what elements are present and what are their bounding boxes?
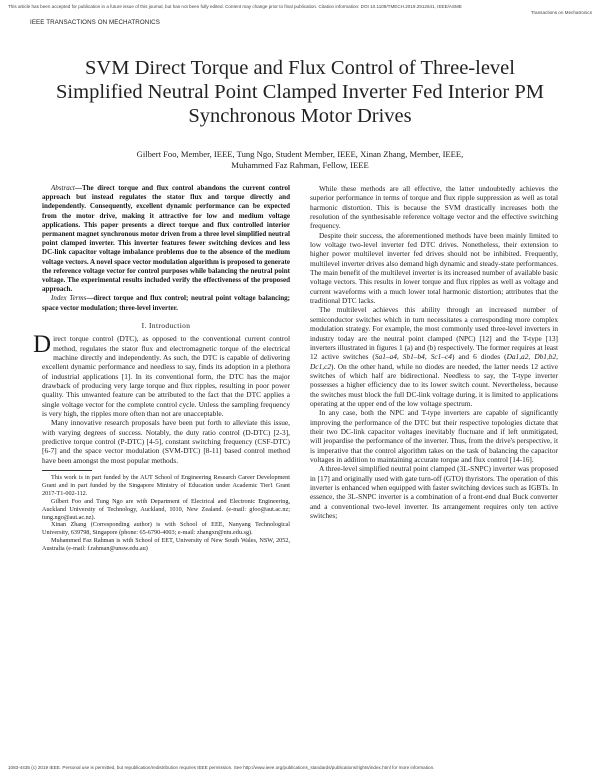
journal-name: IEEE TRANSACTIONS ON MECHATRONICS xyxy=(30,19,160,26)
diode-symbols: Da1,a2, Db1,b2, Dc1,c2 xyxy=(310,352,558,371)
right-column xyxy=(310,184,558,520)
footnote-divider xyxy=(42,470,92,471)
intro-paragraph-1 xyxy=(33,331,290,418)
index-terms-text: —direct torque and flux control; neutral point voltage balancing; space vector modulation; three-level inverter. xyxy=(42,294,290,312)
body-paragraph-5: A three-level simplified neutral point clamped (3L-SNPC) inverter was proposed in [17] and originally used with gate turn-off (GTO) thyristors. The operation of this inverter is enhanced when equipped with faster switching devices such as IGBTs. In essence, the 3L-SNPC inverter is a combination of a front-end dual Buck converter and a conventional two-level inverter. Its arrangement requires only ten active switches; xyxy=(310,464,558,521)
body-paragraph-2: Despite their success, the aforementioned methods have been mainly limited to low voltage two-level inverter fed DTC drives. Nonetheless, their extension to higher power multilevel inverter fed drives should not be inhibited. Frequently, multilevel inverter drives also demand high dynamic and steady-state performances. The main benefit of the multilevel inverter is its increased number of available basic voltage vectors. This results in lower torque and flux ripples as well as voltage and current waveforms with a much lower total harmonic distortion; attributes that the traditional DTC lacks. xyxy=(310,230,558,306)
acceptance-note-line2: Transactions on Mechatronics xyxy=(530,10,592,15)
body-paragraph-3 xyxy=(310,305,558,408)
intro-paragraph-1-text: irect torque control (DTC), as opposed to the conventional current control method, regulates the stator flux and electromagnetic torque of the electrical machine directly and independently. As such, the DTC is capable of delivering excellent dynamic performance and needless to say, finds its adoption in a plethora of industrial applications [1]. In its conventional form, the DTC has the major drawback of producing very large torque and flux ripples, resulting in poor power quality. This unwanted feature can be attributed to the fact that the DTC applies a single voltage vector for the complete control cycle. Unless the sampling frequency is very high, the ripples more often than not are unacceptable. xyxy=(42,334,290,418)
footnote-funding: This work is in part funded by the AUT School of Engineering Research Career Development Grant and in part funded by the Singapore Ministry of Education under Academic Tier1 Grant 2017-T1-002-112. xyxy=(42,474,290,497)
body-paragraph-3-part-a: The multilevel achieves this ability through an increased number of semiconductor switches which in turn necessitates a corresponding more complex modulation strategy. For example, the most commonly used three-level inverters in industry today are the neutral point clamped (NPC) [12] and the T-type [13] inverters illustrated in figures 1 (a) and (b) respectively. The former requires at least 12 active switches ( xyxy=(310,305,558,362)
abstract xyxy=(42,184,290,294)
body-paragraph-4: In any case, both the NPC and T-type inverters are capable of significantly improving the performance of the DTC but their respective topologies dictate that their two DC-link capacitor voltages inevitably fluctuate and if left unmitigated, will jeopardise the performance of the inverter. Thus, from the drive's perspective, it is imperative that the control algorithm takes on the task of balancing the capacitor voltages in addition to maintaining accurate torque and flux control [14-16]. xyxy=(310,408,558,464)
acceptance-note-line1: This article has been accepted for publication in a future issue of this journal, but has not been fully edited. Content may change prior to final publication. Citation information: DOI 10.1109/TMECH.2019.2912641, IEEE/ASME xyxy=(8,4,462,9)
body-paragraph-3-part-c: ). On the other hand, while no diodes are needed, the latter needs 12 active switches of which half are bidirectional. Needless to say, the T-type inverter possesses a higher efficiency due to its lower switch count. Nevertheless, because the switches must block the full DC-link voltage during, it is limited to applications operating at the upper end of the low voltage spectrum. xyxy=(310,361,558,408)
intro-paragraph-2: Many innovative research proposals have been put forth to alleviate this issue, with varying degrees of success. Notably, the duty ratio control (D-DTC) [2-3], predictive torque control (P-DTC) [4-5], constant switching frequency (CSF-DTC) [6-7] and the space vector modulation (SVM-DTC) [8-11] based control method have been amongst the most popular methods. xyxy=(42,418,290,465)
abstract-text: —The direct torque and flux control abandons the current control approach but instead regulates the stator flux and torque directly and independently. Consequently, excellent dynamic performance can be expected from the motor drive, making it attractive for low and medium voltage applications. This paper presents a direct torque and flux controlled interior permanent magnet synchronous motor driven from a three level simplified neutral point clamped inverter. This inverter features fewer switching devices and less DC-link capacitor voltage imbalance problems due to the absence of the medium voltage vectors. A novel space vector modulation algorithm is proposed to generate the reference voltage vector for control purposes while balancing the neutral point voltage. The experimental results included verify the effectiveness of the proposed approach. xyxy=(42,184,290,294)
author-line-2: Muhammed Faz Rahman, Fellow, IEEE xyxy=(231,160,369,170)
body-paragraph-3-part-b: ) and 6 diodes ( xyxy=(451,352,507,362)
section-heading-introduction: I. Introduction xyxy=(141,320,191,330)
author-list xyxy=(60,149,540,171)
footnote-affiliation-1: Gilbert Foo and Tung Ngo are with Department of Electrical and Electronic Engineering, Auckland University of Technology, Auckland, 1010, New Zealand. (e-mail: gfoo@aut.ac.nz; tung.ngo@aut.ac.nz). xyxy=(42,497,290,521)
drop-cap: D xyxy=(33,331,52,359)
author-line-1: Gilbert Foo, Member, IEEE, Tung Ngo, Student Member, IEEE, Xinan Zhang, Member, IEEE, xyxy=(136,149,464,159)
paper-title: SVM Direct Torque and Flux Control of Three-level Simplified Neutral Point Clamped Inverter Fed Interior PM Synchronous Motor Drives xyxy=(56,57,544,127)
left-column xyxy=(33,184,290,553)
footnote-affiliation-3: Muhammed Faz Rahman is with School of EET, University of New South Wales, NSW, 2052, Australia (e-mail: f.rahman@unsw.edu.au) xyxy=(42,537,290,553)
abstract-label: Abstract xyxy=(51,184,75,192)
footnote-affiliation-2: Xinan Zhang (Corresponding author) is with School of EEE, Nanyang Technological University, 639798, Singapore (phone: 65-6790-4003; e-mail: zhangxn@ntu.edu.sg). xyxy=(42,521,290,537)
acceptance-note xyxy=(8,4,592,15)
switch-symbols: Sa1–a4, Sb1–b4, Sc1–c4 xyxy=(374,352,452,362)
index-terms xyxy=(42,294,290,312)
body-paragraph-1: While these methods are all effective, the latter undoubtedly achieves the superior performance in terms of torque and flux ripple suppression as well as total harmonic distortion. This is because the SVM drastically increases both the resolution of the synthesisable reference voltage vector and the effective switching frequency. xyxy=(310,184,558,231)
index-terms-label: Index Terms xyxy=(51,294,87,303)
copyright-note: 1083-4435 (c) 2019 IEEE. Personal use is permitted, but republication/redistribution requires IEEE permission. See http://www.ieee.org/publications_standards/publications/rights/index.html for more information. xyxy=(8,765,435,770)
footnotes xyxy=(42,474,290,553)
